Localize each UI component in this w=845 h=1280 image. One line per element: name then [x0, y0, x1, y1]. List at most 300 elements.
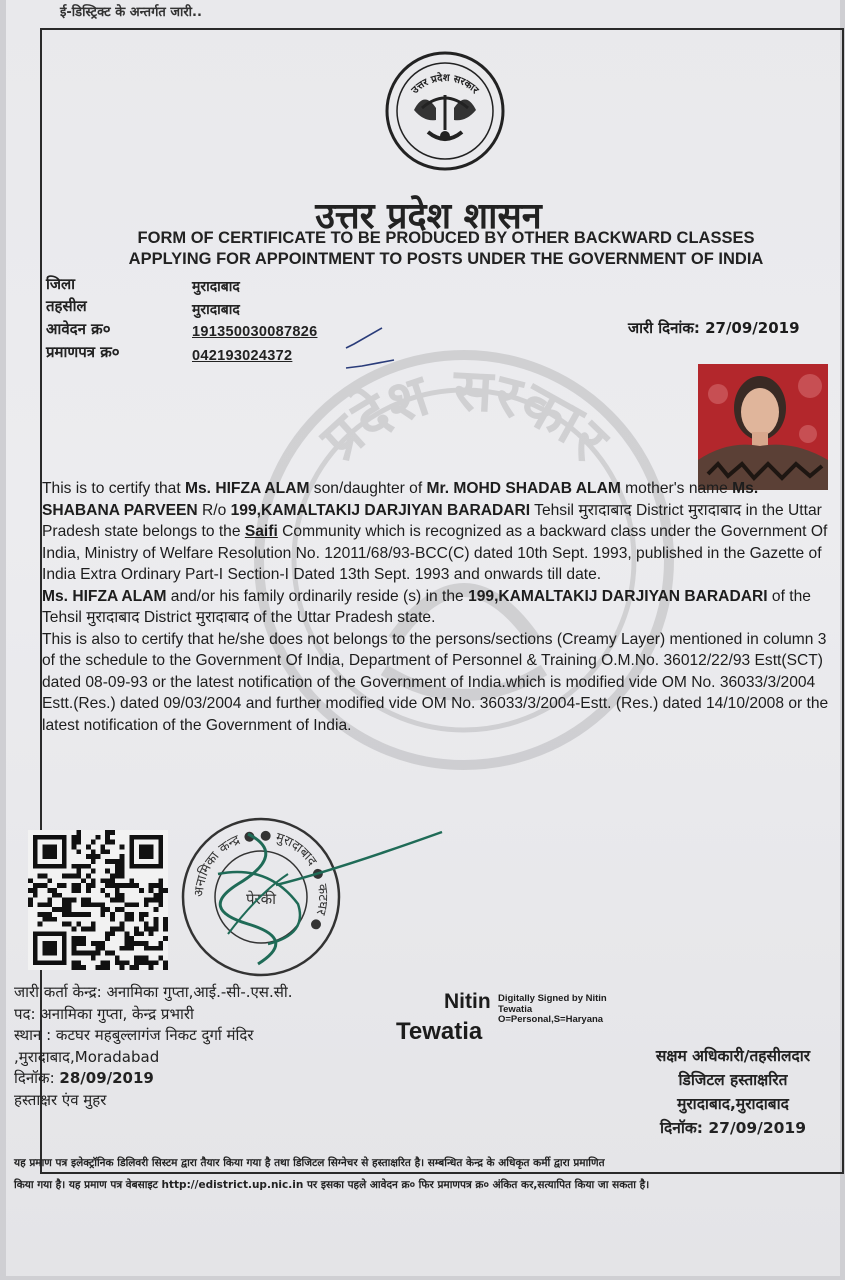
form-title-line-1: FORM OF CERTIFICATE TO BE PRODUCED BY OTHER BACKWARD CLASSES — [137, 229, 755, 247]
qr-module — [47, 878, 52, 883]
district-value: मुरादाबाद — [192, 279, 240, 295]
qr-module — [91, 869, 96, 874]
qr-module — [110, 878, 115, 883]
tick-marks — [342, 326, 402, 370]
qr-module — [125, 960, 130, 965]
qr-module — [125, 917, 130, 922]
qr-module — [115, 898, 120, 903]
qr-module — [154, 898, 159, 903]
qr-module — [76, 912, 81, 917]
qr-module — [105, 960, 110, 965]
qr-module — [105, 830, 110, 835]
qr-module — [134, 883, 139, 888]
qr-module — [115, 864, 120, 869]
footer-note — [14, 1152, 844, 1196]
signature-note-line: Digitally Signed by Nitin — [498, 993, 607, 1004]
qr-module — [47, 888, 52, 893]
qr-module — [91, 902, 96, 907]
issuer-place-line-1: स्थान : कटघर महबुल्लागंज निकट दुर्गा मंदिर — [14, 1026, 254, 1044]
certificate-number: 042193024372 — [192, 348, 293, 364]
qr-module — [158, 893, 163, 898]
qr-module — [115, 859, 120, 864]
qr-module — [149, 946, 154, 951]
qr-module — [96, 835, 101, 840]
certificate-paper — [6, 0, 840, 1276]
signature-note-line: Tewatia — [498, 1003, 533, 1015]
issue-date-value: 27/09/2019 — [705, 319, 800, 337]
qr-module — [96, 965, 101, 970]
qr-module — [134, 960, 139, 965]
qr-module — [154, 907, 159, 912]
qr-module — [129, 946, 134, 951]
qr-module — [120, 898, 125, 903]
body-text-segment: of the Tehsil मुरादाबाद District मुरादाबाद of the Uttar Pradesh state. — [42, 587, 811, 626]
qr-module — [149, 960, 154, 965]
qr-module — [91, 883, 96, 888]
qr-module — [110, 912, 115, 917]
qr-module — [100, 902, 105, 907]
qr-module — [100, 888, 105, 893]
qr-module — [86, 927, 91, 932]
qr-module — [71, 898, 76, 903]
qr-module — [158, 956, 163, 961]
qr-module — [154, 883, 159, 888]
qr-module — [38, 883, 43, 888]
qr-module — [33, 883, 38, 888]
qr-module — [163, 936, 168, 941]
qr-module — [42, 902, 47, 907]
application-number: 191350030087826 — [192, 324, 318, 340]
qr-module — [38, 922, 43, 927]
qr-module — [144, 956, 149, 961]
qr-module — [144, 902, 149, 907]
qr-module — [139, 960, 144, 965]
qr-module — [129, 878, 134, 883]
qr-module — [105, 883, 110, 888]
authority-date-value: 27/09/2019 — [708, 1119, 806, 1137]
qr-module — [91, 927, 96, 932]
body-paragraph-3: This is also to certify that he/she does not belongs to the persons/sections (Creamy Layer) mentioned in column 3 of the schedule to the Government Of India, Department of Personnel & Training O.M.No. 36012/22/93 Estt(SCT) dated 08-09-93 or the latest notification of the Government of India.which is modified vide OM No. 36033/3/2004 Estt.(Res.) dated 09/03/2004 and further modified vide OM No. 36033/3/2004-Estt. (Res.) dated 14/10/2008 or the latest notification of the Government of India. — [42, 630, 829, 734]
qr-module — [163, 960, 168, 965]
qr-module — [139, 931, 144, 936]
qr-module — [47, 902, 52, 907]
qr-module — [42, 917, 47, 922]
qr-module — [52, 893, 57, 898]
qr-module — [100, 960, 105, 965]
certificate-body — [42, 478, 836, 736]
qr-module — [154, 922, 159, 927]
qr-module — [158, 946, 163, 951]
qr-module — [163, 888, 168, 893]
qr-module — [120, 965, 125, 970]
qr-module — [163, 965, 168, 970]
qr-module — [28, 878, 33, 883]
qr-module — [105, 936, 110, 941]
issue-date — [628, 318, 800, 338]
tehsil-label: तहसील — [46, 297, 87, 315]
qr-module — [144, 941, 149, 946]
applicant-photo — [698, 364, 828, 490]
qr-module — [115, 873, 120, 878]
qr-module — [120, 859, 125, 864]
svg-text:प्रदेश सरकार — [307, 355, 623, 475]
government-title: उत्तर प्रदेश शासन — [315, 196, 542, 237]
qr-module — [105, 849, 110, 854]
qr-module — [57, 893, 62, 898]
form-title — [66, 228, 826, 270]
svg-text:उत्तर प्रदेश सरकार — [409, 71, 481, 97]
qr-module — [62, 873, 67, 878]
emblem-text: उत्तर प्रदेश सरकार — [409, 72, 481, 97]
qr-module — [105, 835, 110, 840]
qr-module — [149, 965, 154, 970]
qr-module — [33, 893, 38, 898]
qr-module — [52, 917, 57, 922]
qr-module — [38, 912, 43, 917]
qr-module — [52, 888, 57, 893]
qr-module — [125, 936, 130, 941]
signature-note — [498, 994, 628, 1026]
qr-module — [76, 951, 81, 956]
qr-module — [158, 898, 163, 903]
qr-module — [81, 951, 86, 956]
qr-module — [110, 898, 115, 903]
qr-module — [91, 941, 96, 946]
qr-module — [139, 956, 144, 961]
watermark-text: प्रदेश सरकार — [307, 355, 622, 474]
form-title-line-2: APPLYING FOR APPOINTMENT TO POSTS UNDER THE GOVERNMENT OF INDIA — [128, 250, 764, 268]
qr-module — [76, 864, 81, 869]
qr-module — [125, 931, 130, 936]
seal-ring-text: अनामिका कन्द्र ● ● मुरादाबाद ● कटघर ● — [191, 827, 331, 933]
qr-module — [42, 873, 47, 878]
qr-module — [120, 869, 125, 874]
body-text-segment: Community which is recognized as a backward class under the Government Of India, Ministry of Welfare Resolution No. 12011/68/93-BCC(C) dated 10th Sept. 1993, published in the Gazette of India Extra Ordinary Part-I Section-I Dated 13th Sept. 1993 and onwards till date. — [42, 523, 828, 583]
qr-module — [38, 873, 43, 878]
qr-module — [154, 917, 159, 922]
qr-module — [134, 927, 139, 932]
qr-module — [76, 941, 81, 946]
qr-module — [125, 941, 130, 946]
qr-module — [134, 965, 139, 970]
qr-module — [86, 951, 91, 956]
qr-module — [28, 902, 33, 907]
body-text-segment: Tehsil मुरादाबाद District मुरादाबाद in the Uttar Pradesh state belongs to the — [42, 501, 822, 540]
qr-module — [125, 946, 130, 951]
qr-module — [62, 922, 67, 927]
qr-module — [100, 912, 105, 917]
qr-module — [81, 927, 86, 932]
qr-module — [149, 883, 154, 888]
top-note: ई-डिस्ट्रिक्ट के अन्तर्गत जारी.. — [60, 5, 202, 20]
qr-module — [33, 888, 38, 893]
applicant-address: 199,KAMALTAKIJ DARJIYAN BARADARI — [468, 587, 768, 605]
qr-module — [110, 931, 115, 936]
qr-module — [67, 912, 72, 917]
qr-module — [105, 907, 110, 912]
qr-module — [71, 840, 76, 845]
issuer-place-line-2: ,मुरादाबाद,Moradabad — [14, 1047, 160, 1066]
issuer-details — [14, 982, 293, 1111]
qr-module — [76, 840, 81, 845]
qr-module — [91, 840, 96, 845]
issuer-centre: जारी कर्ता केन्द्र: अनामिका गुप्ता,आई.-सी-.एस.सी. — [14, 983, 293, 1001]
qr-module — [139, 941, 144, 946]
qr-module — [28, 888, 33, 893]
qr-module — [163, 917, 168, 922]
qr-module — [76, 873, 81, 878]
certificate-label: प्रमाणपत्र क्र० — [46, 343, 120, 361]
qr-module — [105, 931, 110, 936]
authority-place: मुरादाबाद,मुरादाबाद — [677, 1095, 789, 1113]
qr-module — [120, 873, 125, 878]
qr-module — [28, 898, 33, 903]
signature-stroke — [276, 830, 446, 890]
qr-module — [71, 888, 76, 893]
qr-module — [120, 844, 125, 849]
qr-module — [86, 883, 91, 888]
qr-module — [76, 849, 81, 854]
qr-module — [71, 883, 76, 888]
district-label: जिला — [46, 275, 76, 293]
qr-module — [129, 936, 134, 941]
footer-line-1: यह प्रमाण पत्र इलेक्ट्रॉनिक डिलिवरी सिस्टम द्वारा तैयार किया गया है तथा डिजिटल सिग्नेचर से हस्ताक्षरित है। सम्बन्धित केन्द्र के अधिकृत कर्मी द्वारा प्रमाणित — [14, 1157, 605, 1169]
qr-module — [86, 902, 91, 907]
qr-module — [71, 835, 76, 840]
qr-module — [47, 898, 52, 903]
qr-module — [105, 893, 110, 898]
qr-module — [71, 936, 76, 941]
qr-module — [71, 946, 76, 951]
qr-module — [154, 927, 159, 932]
father-name: Mr. MOHD SHADAB ALAM — [426, 480, 621, 497]
qr-module — [96, 902, 101, 907]
qr-module — [110, 883, 115, 888]
signer-name-line-1: Nitin — [444, 990, 491, 1013]
qr-module — [76, 922, 81, 927]
qr-module — [81, 902, 86, 907]
qr-module — [144, 912, 149, 917]
qr-module — [86, 898, 91, 903]
qr-module — [139, 888, 144, 893]
issuer-date-label: दिनॉक: — [14, 1069, 60, 1087]
qr-module — [120, 960, 125, 965]
qr-module — [115, 960, 120, 965]
qr-module — [154, 946, 159, 951]
qr-module — [57, 883, 62, 888]
qr-module — [120, 907, 125, 912]
qr-module — [81, 941, 86, 946]
qr-module — [129, 917, 134, 922]
body-text-segment: son/daughter of — [309, 480, 427, 497]
qr-module — [96, 951, 101, 956]
issue-date-label: जारी दिनांक: — [628, 319, 700, 337]
qr-module — [110, 859, 115, 864]
qr-module — [144, 922, 149, 927]
footer-line-2: किया गया है। यह प्रमाण पत्र वेबसाइट http://edistrict.up.nic.in पर इसका पहले आवेदन क्र० फिर प्रमाणपत्र क्र० अंकित कर,सत्यापित किया जा सकता है। — [14, 1179, 650, 1191]
authority-digital: डिजिटल हस्ताक्षरित — [678, 1071, 788, 1089]
qr-module — [81, 912, 86, 917]
qr-module — [129, 902, 134, 907]
qr-module — [62, 883, 67, 888]
qr-module — [38, 902, 43, 907]
qr-module — [154, 960, 159, 965]
issuer-post: पद: अनामिका गुप्ता, केन्द्र प्रभारी — [14, 1004, 194, 1023]
seal-center-text: पेरकी — [245, 890, 277, 908]
state-emblem-icon — [384, 50, 506, 172]
qr-module — [163, 927, 168, 932]
qr-module — [67, 898, 72, 903]
qr-module — [42, 883, 47, 888]
qr-module — [71, 912, 76, 917]
qr-module — [100, 878, 105, 883]
qr-module — [81, 936, 86, 941]
qr-module — [71, 864, 76, 869]
applicant-name: Ms. HIFZA ALAM — [42, 587, 167, 605]
signer-name-line-2: Tewatia — [396, 1018, 483, 1045]
qr-module — [96, 854, 101, 859]
qr-module — [144, 898, 149, 903]
qr-module — [71, 941, 76, 946]
qr-module — [81, 965, 86, 970]
qr-module — [110, 951, 115, 956]
qr-module — [100, 965, 105, 970]
qr-module — [100, 844, 105, 849]
qr-module — [76, 830, 81, 835]
qr-module — [110, 917, 115, 922]
qr-module — [91, 951, 96, 956]
qr-module — [154, 893, 159, 898]
qr-module — [120, 922, 125, 927]
qr-module — [149, 927, 154, 932]
qr-module — [81, 864, 86, 869]
qr-module — [71, 927, 76, 932]
qr-module — [105, 859, 110, 864]
qr-module — [86, 864, 91, 869]
authority-date — [628, 1116, 838, 1140]
qr-module — [158, 902, 163, 907]
qr-module — [76, 965, 81, 970]
qr-module — [125, 912, 130, 917]
body-text-segment: R/o — [197, 501, 231, 519]
qr-module — [71, 960, 76, 965]
qr-module — [86, 873, 91, 878]
qr-module — [62, 898, 67, 903]
qr-module — [149, 898, 154, 903]
qr-module — [134, 956, 139, 961]
qr-code — [28, 830, 168, 970]
qr-module — [149, 931, 154, 936]
qr-module — [139, 912, 144, 917]
qr-module — [52, 907, 57, 912]
qr-module — [96, 941, 101, 946]
qr-module — [105, 869, 110, 874]
signature-note-line: O=Personal,S=Haryana — [498, 1014, 604, 1025]
qr-module — [100, 907, 105, 912]
qr-module — [105, 965, 110, 970]
qr-module — [100, 941, 105, 946]
qr-module — [42, 912, 47, 917]
qr-module — [120, 854, 125, 859]
qr-module — [158, 941, 163, 946]
qr-module — [67, 922, 72, 927]
qr-module — [105, 951, 110, 956]
community-name: Saifi — [244, 523, 278, 540]
qr-module — [158, 883, 163, 888]
qr-module — [115, 956, 120, 961]
qr-module — [120, 864, 125, 869]
qr-module — [86, 844, 91, 849]
qr-module — [115, 869, 120, 874]
qr-module — [163, 922, 168, 927]
qr-module — [134, 902, 139, 907]
qr-module — [144, 946, 149, 951]
qr-module — [96, 946, 101, 951]
authority-title: सक्षम अधिकारी/तहसीलदार — [655, 1047, 811, 1065]
qr-module — [91, 854, 96, 859]
qr-module — [120, 883, 125, 888]
qr-module — [100, 946, 105, 951]
qr-module — [110, 840, 115, 845]
qr-module — [91, 956, 96, 961]
qr-module — [144, 927, 149, 932]
qr-module — [115, 883, 120, 888]
application-label: आवेदन क्र० — [46, 320, 111, 338]
qr-module — [91, 922, 96, 927]
qr-module — [120, 946, 125, 951]
qr-module — [125, 883, 130, 888]
qr-module — [115, 907, 120, 912]
qr-module — [129, 912, 134, 917]
qr-module — [129, 965, 134, 970]
qr-module — [76, 960, 81, 965]
qr-module — [81, 878, 86, 883]
qr-module — [115, 927, 120, 932]
issuer-date — [14, 1068, 293, 1090]
qr-module — [67, 873, 72, 878]
qr-module — [62, 902, 67, 907]
qr-module — [76, 936, 81, 941]
qr-module — [67, 907, 72, 912]
body-text-segment: This is to certify that — [42, 480, 185, 497]
qr-module — [86, 854, 91, 859]
issuer-sign-label: हस्ताक्षर एंव मुहर — [14, 1090, 107, 1109]
qr-module — [149, 888, 154, 893]
qr-module — [57, 907, 62, 912]
qr-module — [91, 878, 96, 883]
competent-authority — [628, 1044, 838, 1140]
body-text-segment: and/or his family ordinarily reside (s) in the — [166, 587, 469, 605]
qr-module — [91, 859, 96, 864]
qr-module — [115, 893, 120, 898]
qr-module — [134, 931, 139, 936]
qr-module — [76, 888, 81, 893]
applicant-name: Ms. HIFZA ALAM — [185, 480, 310, 497]
qr-module — [47, 917, 52, 922]
qr-module — [105, 840, 110, 845]
qr-module — [129, 883, 134, 888]
qr-module — [129, 941, 134, 946]
qr-module — [110, 927, 115, 932]
qr-module — [105, 878, 110, 883]
qr-module — [139, 917, 144, 922]
qr-module — [86, 888, 91, 893]
qr-module — [100, 849, 105, 854]
qr-module — [62, 912, 67, 917]
qr-module — [71, 844, 76, 849]
applicant-address: 199,KAMALTAKIJ DARJIYAN BARADARI — [230, 501, 531, 519]
tehsil-value: मुरादाबाद — [192, 302, 240, 318]
